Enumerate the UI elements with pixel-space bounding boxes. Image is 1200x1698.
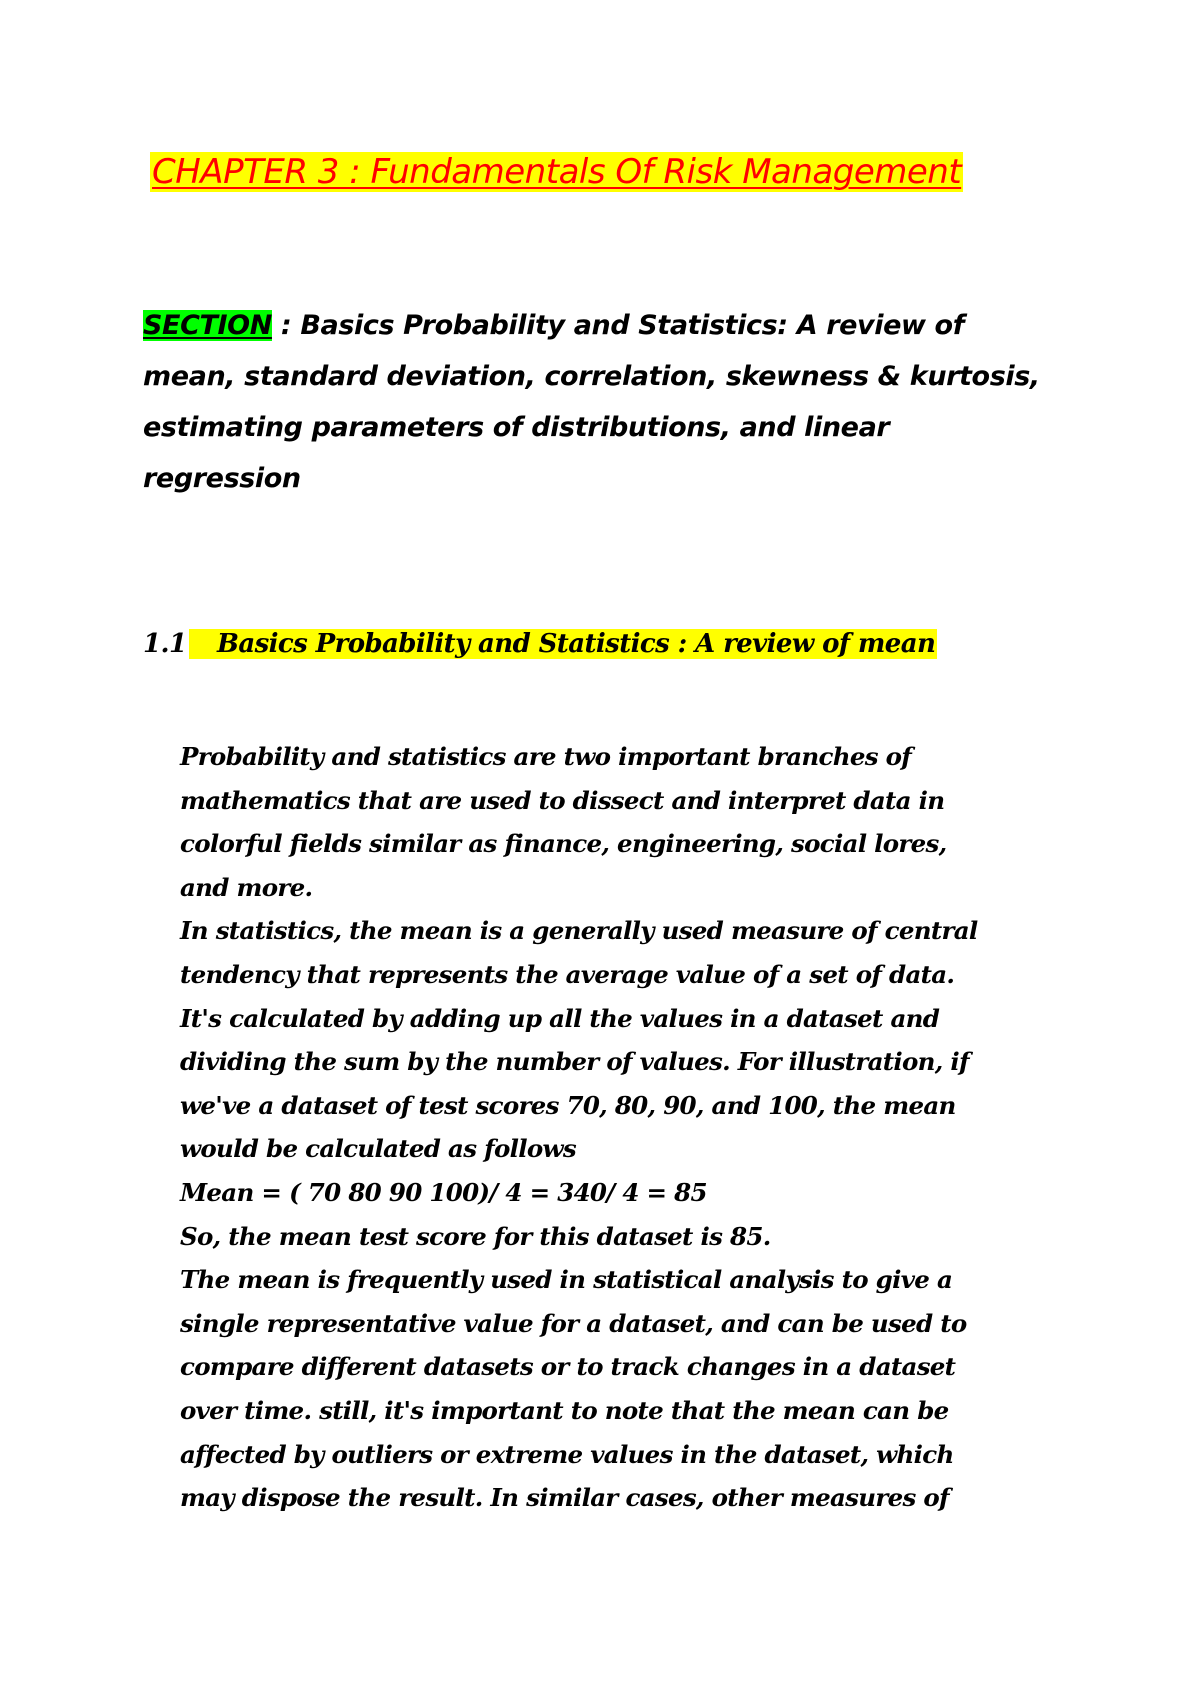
- subsection-title: Basics Probability and Statistics : A review of mean: [189, 629, 937, 659]
- body-line: and more.: [180, 872, 313, 902]
- section-line-4: regression: [143, 463, 301, 494]
- body-line: dividing the sum by the number of values. For illustration, if: [180, 1047, 969, 1077]
- body-line: may dispose the result. In similar cases, other measures of: [180, 1483, 949, 1513]
- body-line: mathematics that are used to dissect and interpret data in: [180, 785, 945, 815]
- body-line: single representative value for a dataset, and can be used to: [180, 1308, 967, 1338]
- subsection-number: 1.1: [143, 626, 215, 662]
- chapter-title: [150, 150, 963, 194]
- body-line: The mean is frequently used in statistical analysis to give a: [180, 1265, 953, 1295]
- section-line-3: estimating parameters of distributions, and linear: [143, 412, 890, 443]
- body-line: would be calculated as follows: [180, 1134, 576, 1164]
- section-line-1: Basics Probability and Statistics: A review of: [300, 310, 965, 341]
- section-line-2: mean, standard deviation, correlation, skewness & kurtosis,: [143, 361, 1040, 392]
- section-heading: [143, 300, 1073, 504]
- body-line: we've a dataset of test scores 70, 80, 90, and 100, the mean: [180, 1090, 956, 1120]
- body-line: So, the mean test score for this dataset is 85.: [180, 1221, 771, 1251]
- body-line: compare different datasets or to track changes in a dataset: [180, 1352, 956, 1382]
- body-paragraph: [180, 735, 1080, 1520]
- section-separator: :: [271, 310, 301, 341]
- chapter-title-text: CHAPTER 3 : Fundamentals Of Risk Management: [152, 152, 962, 192]
- mean-formula: Mean = ( 70 80 90 100)/ 4 = 340/ 4 = 85: [180, 1177, 707, 1207]
- section-label: SECTION: [143, 310, 272, 341]
- body-line: tendency that represents the average value of a set of data.: [180, 959, 955, 989]
- body-line: colorful fields similar as finance, engineering, social lores,: [180, 829, 947, 859]
- body-line: affected by outliers or extreme values in the dataset, which: [180, 1439, 954, 1469]
- body-line: Probability and statistics are two important branches of: [180, 742, 912, 771]
- body-line: over time. still, it's important to note that the mean can be: [180, 1395, 949, 1425]
- subsection-heading: [143, 626, 937, 662]
- body-line: It's calculated by adding up all the values in a dataset and: [180, 1003, 940, 1033]
- body-line: In statistics, the mean is a generally used measure of central: [180, 916, 978, 946]
